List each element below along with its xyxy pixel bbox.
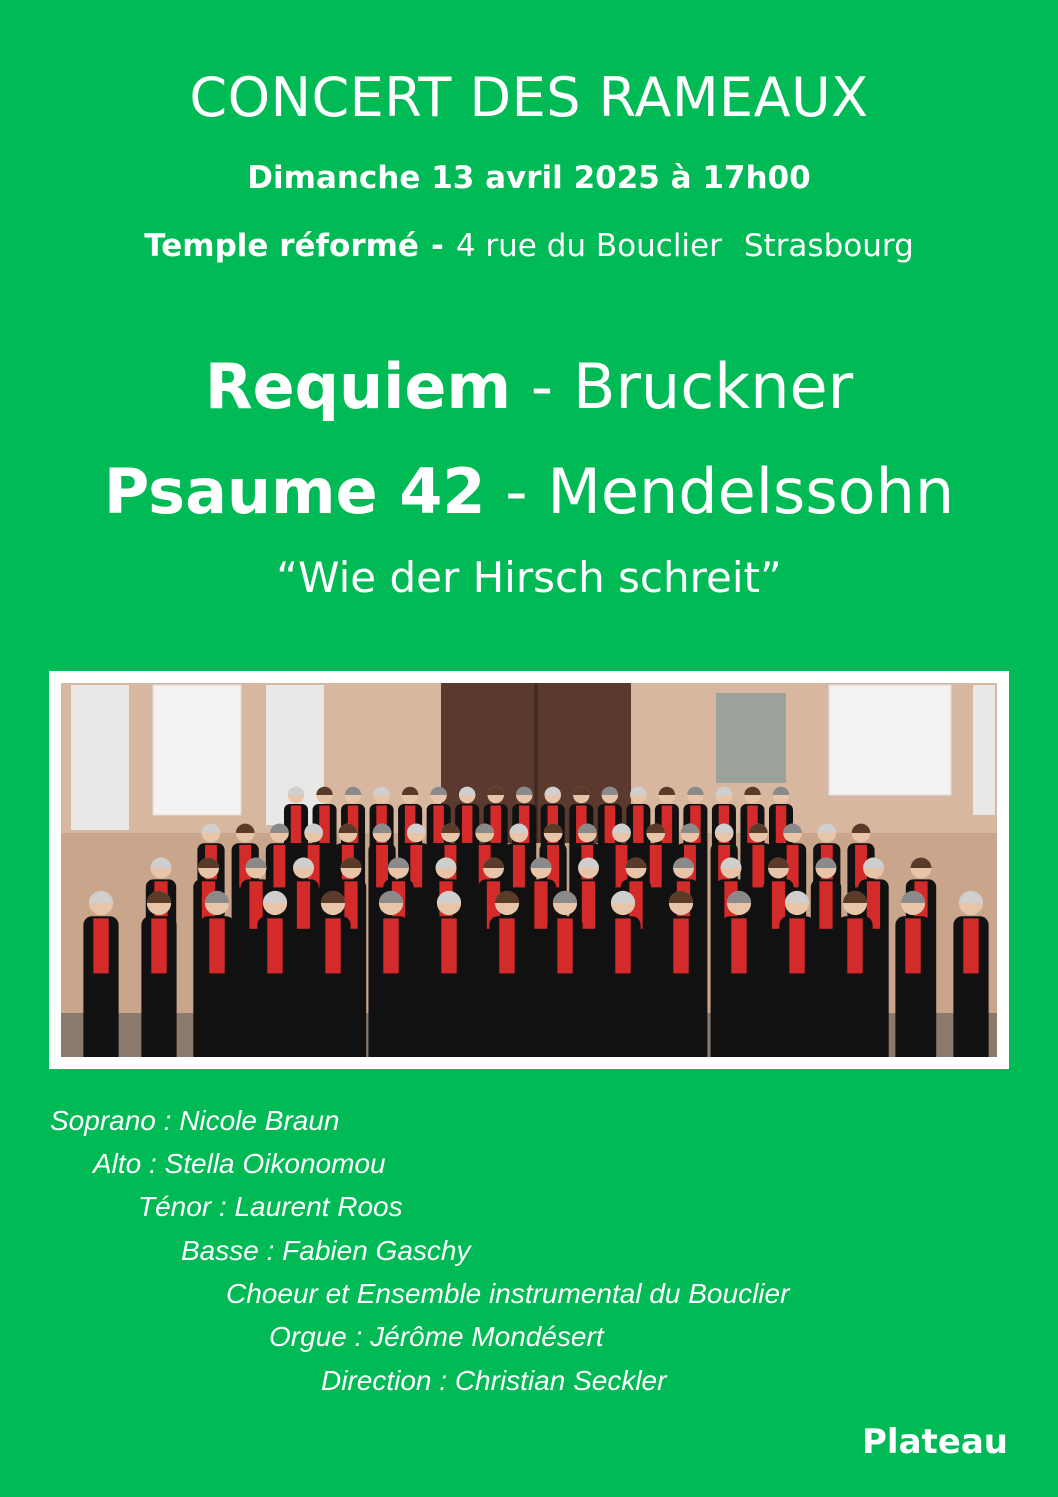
singer-scarf <box>633 806 644 844</box>
singer-scarf <box>731 918 746 973</box>
singer-scarf <box>752 845 764 888</box>
credit-direction: Direction : Christian Seckler <box>321 1365 667 1396</box>
plateau-label: Plateau <box>862 1422 1008 1462</box>
singer-scarf <box>462 806 473 844</box>
singer-scarf <box>789 918 804 973</box>
singer-scarf <box>650 845 662 888</box>
choir-photo-illustration <box>61 683 997 1057</box>
venue-separator: - <box>430 228 444 264</box>
singer-scarf <box>499 918 514 973</box>
venue-name: Temple réformé <box>144 228 419 264</box>
singer-scarf <box>410 845 422 888</box>
credit-alto: Alto : Stella Oikonomou <box>93 1148 386 1179</box>
singer-scarf <box>534 881 547 929</box>
singer-scarf <box>441 918 456 973</box>
work-2-title: Psaume 42 <box>103 455 486 528</box>
plaque <box>716 693 786 783</box>
venue-address: 4 rue du Bouclier <box>455 228 722 264</box>
credit-ensemble: Choeur et Ensemble instrumental du Bouclier <box>226 1278 790 1309</box>
credit-organ: Orgue : Jérôme Mondésert <box>269 1321 604 1352</box>
work-1-title: Requiem <box>204 350 512 423</box>
credit-bass: Basse : Fabien Gaschy <box>181 1235 471 1266</box>
concert-date: Dimanche 13 avril 2025 à 17h00 <box>247 160 811 196</box>
work-2-subtitle: “Wie der Hirsch schreit” <box>276 553 782 602</box>
venue-line <box>0 228 1058 264</box>
work-2-composer: - Mendelssohn <box>505 455 955 528</box>
work-1 <box>0 350 1058 423</box>
concert-title: CONCERT DES RAMEAUX <box>189 66 869 129</box>
singer-scarf <box>615 918 630 973</box>
work-2 <box>0 455 1058 528</box>
singer-scarf <box>847 918 862 973</box>
singer-scarf <box>297 881 310 929</box>
singer-scarf <box>273 845 285 888</box>
singer-scarf <box>513 845 525 888</box>
singer-scarf <box>557 918 572 973</box>
singer-scarf <box>209 918 224 973</box>
credit-tenor: Ténor : Laurent Roos <box>138 1191 403 1222</box>
shutter-left <box>71 685 129 830</box>
singer-scarf <box>582 881 595 929</box>
singer-scarf <box>291 806 302 844</box>
singer-scarf <box>383 918 398 973</box>
singer-scarf <box>819 881 832 929</box>
work-1-composer: - Bruckner <box>530 350 854 423</box>
window-left <box>153 685 241 815</box>
window-right <box>829 685 951 795</box>
singer-scarf <box>151 918 166 973</box>
venue-city: Strasbourg <box>743 228 914 264</box>
singer-scarf <box>325 918 340 973</box>
singer-scarf <box>93 918 108 973</box>
singer-scarf <box>673 918 688 973</box>
singer-scarf <box>963 918 978 973</box>
credit-soprano: Soprano : Nicole Braun <box>50 1105 340 1136</box>
singer-scarf <box>267 918 282 973</box>
singer-scarf <box>905 918 920 973</box>
shutter-right <box>973 685 995 815</box>
choir-photo <box>49 671 1009 1069</box>
